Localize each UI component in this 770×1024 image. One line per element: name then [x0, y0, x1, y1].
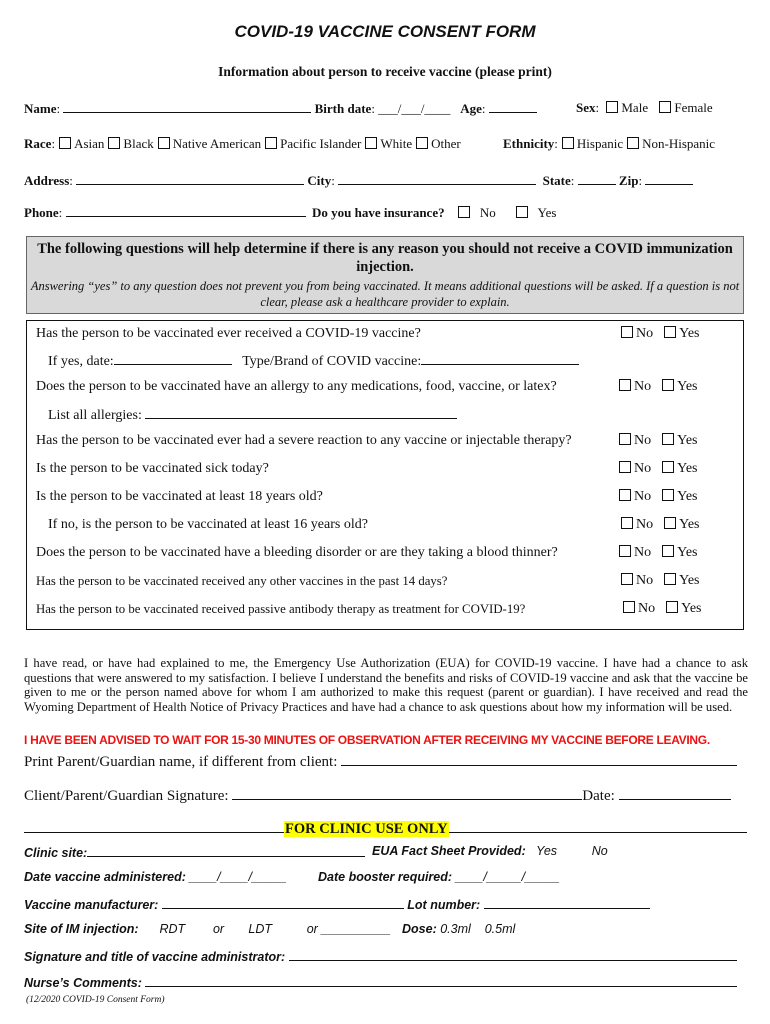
question-1-followup: [48, 352, 579, 370]
q2-no-label: No: [634, 379, 652, 394]
age-label: Age: [460, 101, 482, 116]
birth-date-field[interactable]: ___/___/____: [378, 101, 451, 116]
im-site-ldt[interactable]: LDT: [248, 922, 272, 936]
signature-label: Client/Parent/Guardian Signature:: [24, 788, 229, 804]
signature-date-field[interactable]: [619, 786, 731, 800]
booster-label: Date booster required:: [318, 870, 453, 884]
nurse-comments-row: [24, 974, 737, 990]
manufacturer-label: Vaccine manufacturer:: [24, 898, 159, 912]
address-label: Address: [24, 173, 70, 188]
race-asian-checkbox[interactable]: [59, 137, 71, 149]
administered-row: [24, 870, 287, 884]
eua-label: EUA Fact Sheet Provided:: [372, 844, 526, 858]
clinic-site-row: [24, 844, 365, 860]
phone-label: Phone: [24, 205, 59, 220]
form-subtitle: Information about person to receive vaccine (please print): [218, 64, 552, 79]
male-label: Male: [621, 100, 649, 115]
q1-yes-checkbox[interactable]: [664, 326, 676, 338]
race-label: Race: [24, 136, 52, 151]
signature-date-label: Date:: [582, 788, 615, 804]
q6-yes-label: Yes: [679, 517, 700, 532]
q1-date-field[interactable]: [114, 352, 232, 365]
booster-field[interactable]: ____/_____/_____: [455, 870, 560, 884]
signature-field[interactable]: [232, 786, 582, 800]
nurse-comments-label: Nurse’s Comments:: [24, 976, 142, 990]
race-white-checkbox[interactable]: [365, 137, 377, 149]
sex-label: Sex: [576, 100, 596, 115]
q3-no-checkbox[interactable]: [619, 433, 631, 445]
insurance-no-label: No: [479, 205, 496, 220]
q7-no-checkbox[interactable]: [619, 545, 631, 557]
q4-yes-checkbox[interactable]: [662, 461, 674, 473]
allergies-field[interactable]: [145, 406, 457, 419]
dose-label: Dose:: [402, 922, 437, 936]
phone-row: Phone: Do you have insurance? No Yes: [24, 205, 557, 220]
q7-no-label: No: [634, 545, 652, 560]
q9-no-label: No: [638, 601, 656, 616]
manufacturer-field[interactable]: [162, 896, 404, 909]
question-2-answers: [615, 379, 698, 395]
female-checkbox[interactable]: [659, 101, 671, 113]
form-footer: (12/2020 COVID-19 Consent Form): [26, 995, 165, 1005]
q3-yes-checkbox[interactable]: [662, 433, 674, 445]
question-1-answers: [617, 326, 700, 342]
question-9-answers: [619, 601, 702, 617]
administered-label: Date vaccine administered:: [24, 870, 186, 884]
q4-yes-label: Yes: [677, 461, 698, 476]
question-8: Has the person to be vaccinated received any other vaccines in the past 14 days?: [36, 574, 448, 588]
nurse-comments-field[interactable]: [145, 974, 737, 987]
q7-yes-checkbox[interactable]: [662, 545, 674, 557]
consent-statement: I have read, or have had explained to me, the Emergency Use Authorization (EUA) for COVID-19 vaccine. I have had a chance to ask questions that were answered to my satisfaction. I believe I understand the benefits and risks of COVID-19 vaccine and ask that the vaccine be given to me or the person named above for whom I am authorized to make this request (parent or guardian). I have received and read the Wyoming Department of Health Notice of Privacy Practices and have had a chance to ask questions about how my information will be used.: [24, 656, 748, 714]
q5-no-label: No: [634, 489, 652, 504]
q5-yes-checkbox[interactable]: [662, 489, 674, 501]
name-label: Name: [24, 101, 57, 116]
question-4-answers: [615, 461, 698, 477]
ethnicity-non-hispanic-checkbox[interactable]: [627, 137, 639, 149]
question-6: If no, is the person to be vaccinated at least 16 years old?: [48, 517, 368, 532]
im-site-or-2: or: [306, 922, 318, 936]
question-7: Does the person to be vaccinated have a bleeding disorder or are they taking a blood thinner?: [36, 545, 558, 560]
city-label: City: [307, 173, 332, 188]
question-2-followup: [48, 406, 457, 424]
clinic-site-field[interactable]: [87, 844, 365, 857]
female-label: Female: [674, 100, 713, 115]
race-white-label: White: [380, 136, 413, 151]
signature-row: [24, 786, 731, 805]
insurance-label: Do you have insurance?: [312, 205, 445, 220]
dose-0-3ml[interactable]: 0.3ml: [440, 922, 471, 936]
q3-no-label: No: [634, 433, 652, 448]
im-site-label: Site of IM injection:: [24, 922, 139, 936]
admin-signature-field[interactable]: [289, 948, 737, 961]
q2-yes-checkbox[interactable]: [662, 379, 674, 391]
ethnicity-label: Ethnicity: [503, 136, 555, 151]
booster-row: [318, 870, 560, 884]
lot-label: Lot number:: [407, 898, 481, 912]
race-other-label: Other: [431, 136, 461, 151]
form-title: COVID-19 VACCINE CONSENT FORM: [234, 22, 536, 41]
state-field[interactable]: [578, 172, 616, 185]
q1-date-label: If yes, date:: [48, 354, 114, 369]
sex-row: Sex: Male Female: [576, 100, 713, 115]
clinic-banner-row: [24, 818, 747, 838]
address-row: Address: City: State: Zip:: [24, 172, 693, 189]
question-3: Has the person to be vaccinated ever had a severe reaction to any vaccine or injectable therapy?: [36, 433, 572, 448]
q4-no-checkbox[interactable]: [619, 461, 631, 473]
im-site-row: [24, 922, 391, 936]
clinic-banner-rule-left: [24, 818, 284, 833]
race-row: Race: Asian Black Native American Pacific Islander White Other: [24, 136, 461, 151]
guardian-name-label: Print Parent/Guardian name, if different from client:: [24, 754, 338, 770]
race-pacific-islander-label: Pacific Islander: [280, 136, 362, 151]
q2-no-checkbox[interactable]: [619, 379, 631, 391]
race-black-label: Black: [123, 136, 154, 151]
question-9: Has the person to be vaccinated received passive antibody therapy as treatment for COVID-19?: [36, 602, 526, 616]
q9-yes-label: Yes: [681, 601, 702, 616]
ethnicity-hispanic-checkbox[interactable]: [562, 137, 574, 149]
birth-date-label: Birth date: [314, 101, 372, 116]
q1-yes-label: Yes: [679, 326, 700, 341]
race-pacific-islander-checkbox[interactable]: [265, 137, 277, 149]
clinic-site-label: Clinic site:: [24, 846, 88, 860]
guardian-row: [24, 752, 737, 771]
notice-note: Answering “yes” to any question does not prevent you from being vaccinated. It means additional questions will be asked. If a question is not clear, please ask a healthcare provider to explain.: [30, 279, 740, 309]
ethnicity-hispanic-label: Hispanic: [576, 136, 624, 151]
screening-notice: [26, 236, 744, 314]
clinic-use-banner: FOR CLINIC USE ONLY: [285, 821, 448, 837]
eua-yes[interactable]: Yes: [536, 844, 558, 858]
phone-field[interactable]: [66, 204, 306, 217]
question-5-answers: [615, 489, 698, 505]
q1-brand-field[interactable]: [421, 352, 579, 365]
male-checkbox[interactable]: [606, 101, 618, 113]
question-1: Has the person to be vaccinated ever received a COVID-19 vaccine?: [36, 326, 421, 341]
question-7-answers: [615, 545, 698, 561]
question-4: Is the person to be vaccinated sick today?: [36, 461, 269, 476]
race-asian-label: Asian: [74, 136, 105, 151]
dose-0-5ml[interactable]: 0.5ml: [484, 922, 516, 936]
ethnicity-row: Ethnicity: Hispanic Non-Hispanic: [503, 136, 716, 151]
dose-row: [402, 922, 515, 936]
admin-signature-row: [24, 948, 737, 964]
q4-no-label: No: [634, 461, 652, 476]
q2-yes-label: Yes: [677, 379, 698, 394]
q7-yes-label: Yes: [677, 545, 698, 560]
q8-no-label: No: [636, 573, 654, 588]
race-native-american-label: Native American: [172, 136, 262, 151]
q1-brand-label: Type/Brand of COVID vaccine:: [242, 354, 422, 369]
notice-heading: The following questions will help determine if there is any reason you should not receive a COVID immunization injection.: [37, 241, 733, 275]
name-field[interactable]: [63, 100, 311, 113]
insurance-no-checkbox[interactable]: [458, 206, 470, 218]
q6-no-label: No: [636, 517, 654, 532]
q6-no-checkbox[interactable]: [621, 517, 633, 529]
insurance-yes-checkbox[interactable]: [516, 206, 528, 218]
city-field[interactable]: [338, 172, 536, 185]
q6-yes-checkbox[interactable]: [664, 517, 676, 529]
administered-field[interactable]: ____/____/_____: [189, 870, 287, 884]
guardian-name-field[interactable]: [341, 752, 737, 766]
im-site-other-field[interactable]: __________: [321, 922, 391, 936]
age-field[interactable]: [489, 100, 537, 113]
observation-warning: I HAVE BEEN ADVISED TO WAIT FOR 15-30 MINUTES OF OBSERVATION AFTER RECEIVING MY VACCINE BEFORE LEAVING.: [24, 733, 710, 747]
q5-yes-label: Yes: [677, 489, 698, 504]
insurance-yes-label: Yes: [537, 205, 557, 220]
q9-yes-checkbox[interactable]: [666, 601, 678, 613]
q8-yes-checkbox[interactable]: [664, 573, 676, 585]
q8-no-checkbox[interactable]: [621, 573, 633, 585]
clinic-banner-rule-right: [449, 818, 747, 833]
im-site-rdt[interactable]: RDT: [159, 922, 186, 936]
question-6-answers: [617, 517, 700, 533]
question-2: Does the person to be vaccinated have an allergy to any medications, food, vaccine, or latex?: [36, 379, 557, 394]
zip-label: Zip: [618, 173, 639, 188]
eua-row: [372, 844, 608, 858]
im-site-or-1: or: [212, 922, 225, 936]
zip-field[interactable]: [645, 172, 693, 185]
lot-field[interactable]: [484, 896, 650, 909]
q5-no-checkbox[interactable]: [619, 489, 631, 501]
name-row: Name: Birth date: ___/___/____ Age:: [24, 100, 537, 117]
q2-list-label: List all allergies:: [48, 408, 142, 423]
manufacturer-row: [24, 896, 650, 912]
question-8-answers: [617, 573, 700, 589]
q1-no-label: No: [636, 326, 654, 341]
question-5: Is the person to be vaccinated at least 18 years old?: [36, 489, 323, 504]
state-label: State: [542, 173, 571, 188]
ethnicity-non-hispanic-label: Non-Hispanic: [642, 136, 716, 151]
address-field[interactable]: [76, 172, 304, 185]
q9-no-checkbox[interactable]: [623, 601, 635, 613]
q3-yes-label: Yes: [677, 433, 698, 448]
eua-no[interactable]: No: [591, 844, 608, 858]
admin-signature-label: Signature and title of vaccine administrator:: [24, 950, 286, 964]
q8-yes-label: Yes: [679, 573, 700, 588]
race-other-checkbox[interactable]: [416, 137, 428, 149]
question-3-answers: [615, 433, 698, 449]
race-native-american-checkbox[interactable]: [158, 137, 170, 149]
race-black-checkbox[interactable]: [108, 137, 120, 149]
q1-no-checkbox[interactable]: [621, 326, 633, 338]
